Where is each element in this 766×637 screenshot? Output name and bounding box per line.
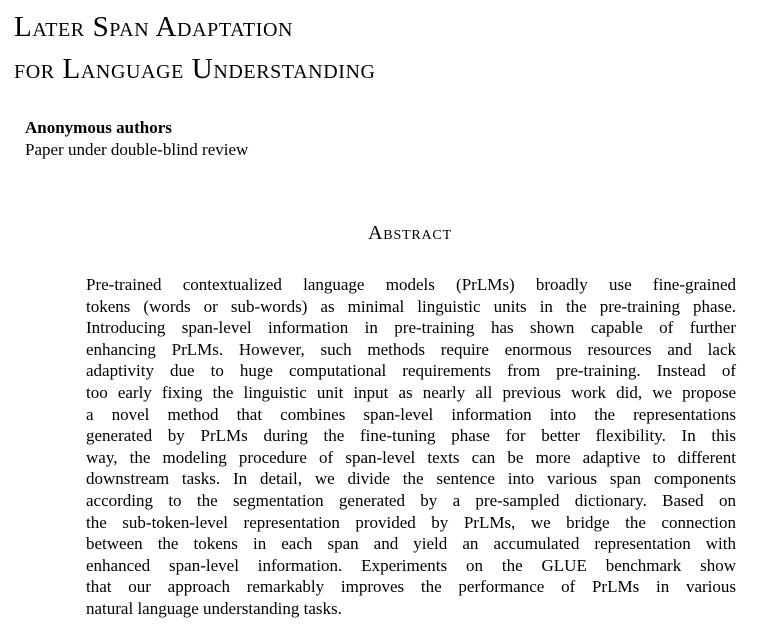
abstract-line: that our approach remarkably improves the performance of PrLMs in various: [86, 577, 736, 597]
abstract-line: too early fixing the linguistic unit input as nearly all previous work did, we propose: [86, 382, 736, 402]
abstract-line: the sub-token-level representation provided by PrLMs, we bridge the connection: [86, 512, 736, 532]
author-block: [25, 117, 248, 161]
abstract-line: between the tokens in each span and yield an accumulated representation with: [86, 534, 736, 554]
abstract-line: adaptivity due to huge computational requirements from pre-training. Instead of: [86, 361, 736, 381]
abstract-line: generated by PrLMs during the fine-tuning phase for better flexibility. In this: [86, 426, 736, 446]
title-line: for Language Understanding: [14, 53, 376, 85]
paper-title: [14, 6, 754, 90]
abstract-line: enhanced span-level information. Experiments on the GLUE benchmark show: [86, 555, 736, 575]
author-affiliation: Paper under double-blind review: [25, 140, 249, 159]
abstract-heading: Abstract: [368, 222, 452, 244]
abstract-line: a novel method that combines span-level information into the representations: [86, 404, 736, 424]
abstract-line: natural language understanding tasks.: [86, 598, 342, 618]
abstract-line: tokens (words or sub-words) as minimal linguistic units in the pre-training phase.: [86, 296, 736, 316]
abstract-line: way, the modeling procedure of span-level texts can be more adaptive to different: [86, 447, 736, 467]
abstract-line: Introducing span-level information in pre-training has shown capable of further: [86, 318, 736, 338]
abstract-line: Pre-trained contextualized language models (PrLMs) broadly use fine-grained: [86, 275, 736, 294]
abstract-line: according to the segmentation generated by a pre-sampled dictionary. Based on: [86, 490, 736, 510]
title-line: Later Span Adaptation: [14, 11, 294, 43]
author-names: Anonymous authors: [25, 118, 172, 137]
abstract-body: [86, 274, 736, 620]
abstract-line: downstream tasks. In detail, we divide the sentence into various span components: [86, 469, 736, 489]
abstract-line: enhancing PrLMs. However, such methods require enormous resources and lack: [86, 339, 736, 359]
